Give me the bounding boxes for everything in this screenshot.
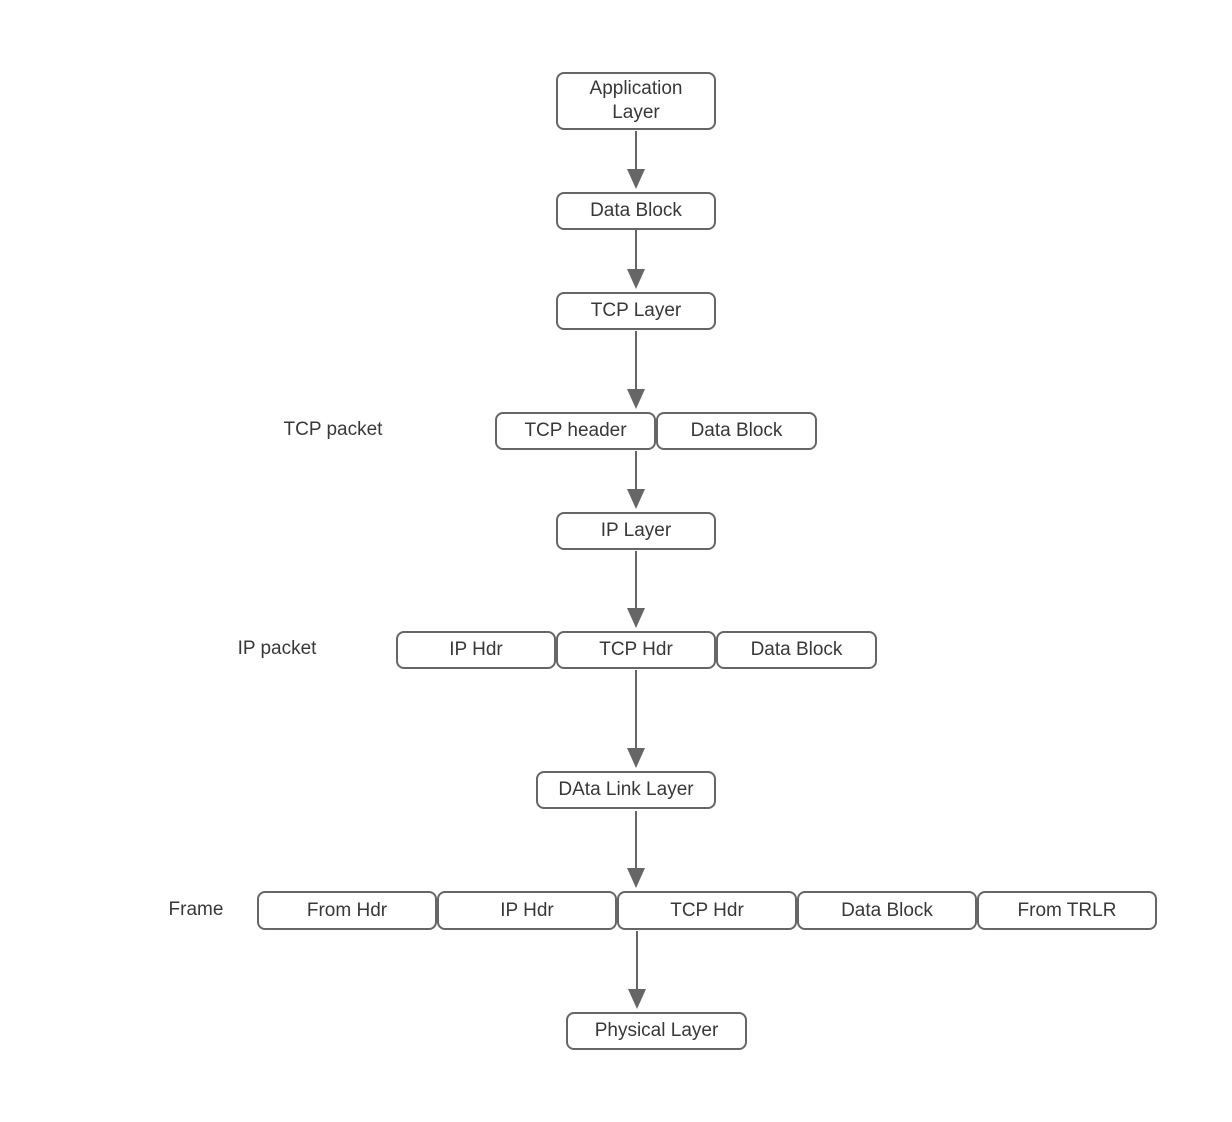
- node-tcp-header: TCP header: [495, 412, 656, 450]
- node-ip-layer: IP Layer: [556, 512, 716, 550]
- node-ip-hdr: IP Hdr: [396, 631, 556, 669]
- node-tcp-layer: TCP Layer: [556, 292, 716, 330]
- label-frame: Frame: [168, 899, 224, 920]
- node-frame-tcp-hdr: TCP Hdr: [617, 891, 797, 930]
- node-frame-from-hdr: From Hdr: [257, 891, 437, 930]
- label-tcp-packet: TCP packet: [283, 419, 383, 440]
- node-tcp-packet-data-block: Data Block: [656, 412, 817, 450]
- node-ip-packet-data-block: Data Block: [716, 631, 877, 669]
- node-application-layer: Application Layer: [556, 72, 716, 130]
- node-frame-from-trlr: From TRLR: [977, 891, 1157, 930]
- node-data-block: Data Block: [556, 192, 716, 230]
- label-ip-packet: IP packet: [237, 638, 317, 659]
- node-frame-data-block: Data Block: [797, 891, 977, 930]
- node-ip-packet-tcp-hdr: TCP Hdr: [556, 631, 716, 669]
- node-physical-layer: Physical Layer: [566, 1012, 747, 1050]
- node-frame-ip-hdr: IP Hdr: [437, 891, 617, 930]
- node-data-link-layer: DAta Link Layer: [536, 771, 716, 809]
